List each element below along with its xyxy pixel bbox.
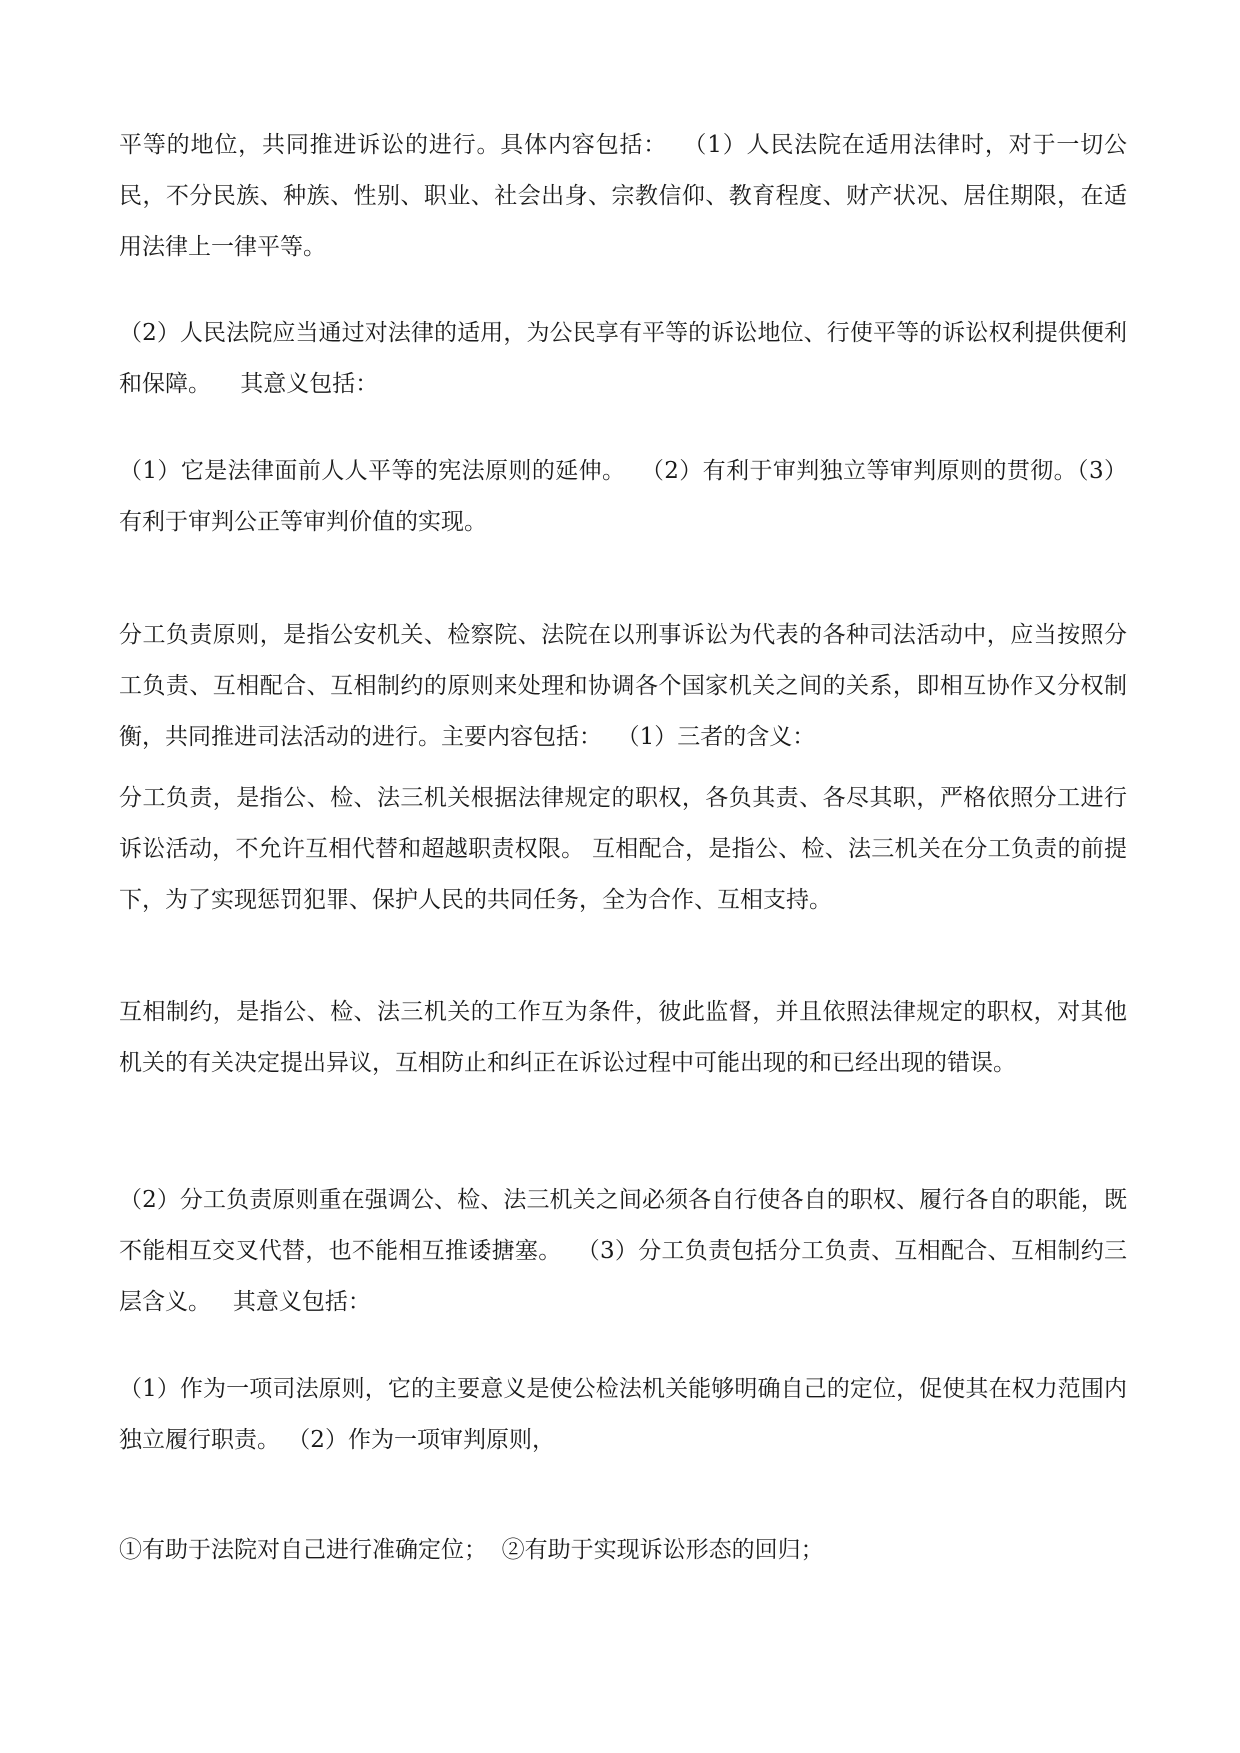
paragraph-trial-significance: ①有助于法院对自己进行准确定位； ②有助于实现诉讼形态的回归； <box>119 1537 824 1563</box>
paragraph-mutual-restraint: 互相制约，是指公、检、法三机关的工作互为条件，彼此监督，并且依照法律规定的职权，对其他机关的有关决定提出异议，互相防止和纠正在诉讼过程中可能出现的和已经出现的错误。 <box>119 999 1127 1076</box>
paragraph-division-cooperation: 分工负责，是指公、检、法三机关根据法律规定的职权，各负其责、各尽其职，严格依照分工进行诉讼活动，不允许互相代替和超越职责权限。 互相配合，是指公、检、法三机关在分工负责的前提下，为了实现惩罚犯罪、保护人民的共同任务，全为合作、互相支持。 <box>119 785 1127 913</box>
paragraph-division-emphasis: （2）分工负责原则重在强调公、检、法三机关之间必须各自行使各自的职权、履行各自的职能，既不能相互交叉代替，也不能相互推诿搪塞。 （3）分工负责包括分工负责、互相配合、互相制约三层含义。 其意义包括： <box>119 1187 1127 1315</box>
paragraph-equality-content: 平等的地位，共同推进诉讼的进行。具体内容包括： （1）人民法院在适用法律时，对于一切公民，不分民族、种族、性别、职业、社会出身、宗教信仰、教育程度、财产状况、居住期限，在适用法律上一律平等。 <box>119 132 1127 260</box>
paragraph-equality-significance: （1）它是法律面前人人平等的宪法原则的延伸。 （2）有利于审判独立等审判原则的贯彻。（3）有利于审判公正等审判价值的实现。 <box>119 458 1127 535</box>
paragraph-judicial-significance: （1）作为一项司法原则，它的主要意义是使公检法机关能够明确自己的定位，促使其在权力范围内独立履行职责。 （2）作为一项审判原则， <box>119 1376 1127 1453</box>
paragraph-equality-guarantee: （2）人民法院应当通过对法律的适用，为公民享有平等的诉讼地位、行使平等的诉讼权利提供便利和保障。 其意义包括： <box>119 320 1127 397</box>
paragraph-division-principle: 分工负责原则，是指公安机关、检察院、法院在以刑事诉讼为代表的各种司法活动中，应当按照分工负责、互相配合、互相制约的原则来处理和协调各个国家机关之间的关系，即相互协作又分权制衡，共同推进司法活动的进行。主要内容包括： （1）三者的含义： <box>119 622 1127 750</box>
